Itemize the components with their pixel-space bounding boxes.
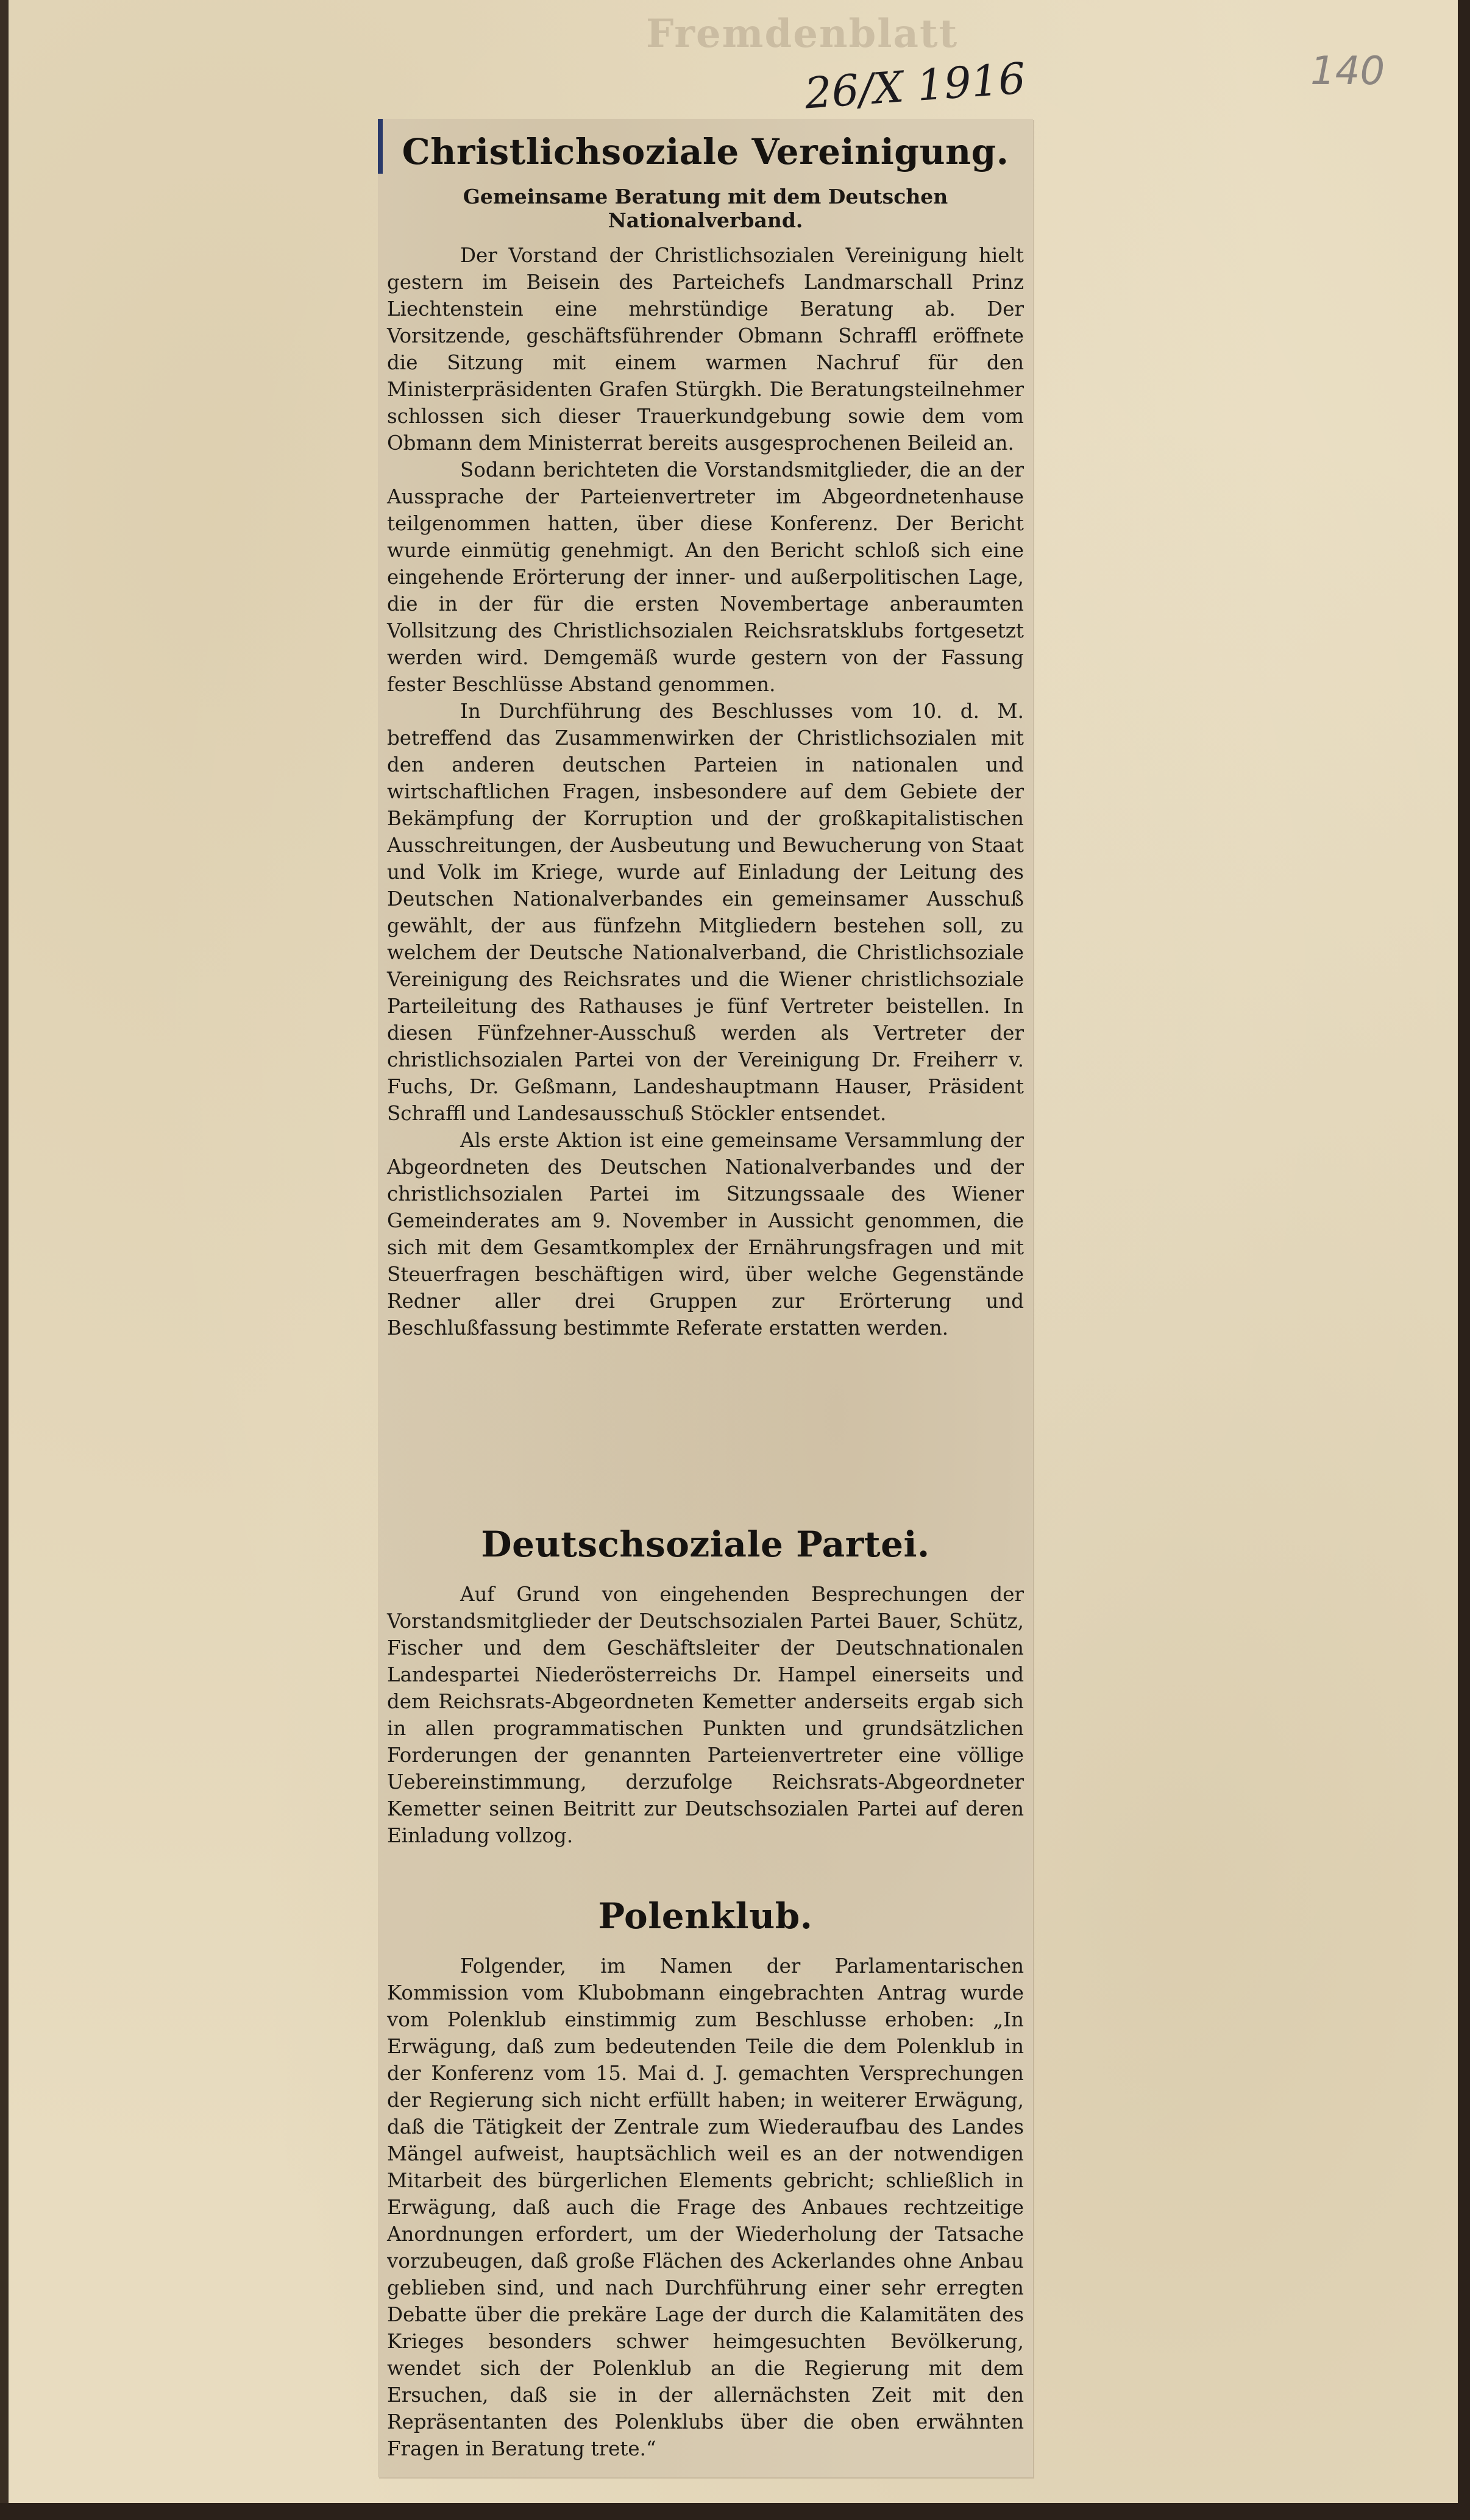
folio-number: 140 — [1310, 49, 1385, 94]
newspaper-clipping — [378, 119, 1033, 2477]
board-left-edge — [0, 0, 9, 2520]
article-paragraph: Auf Grund von eingehenden Besprechungen der Vorstandsmitglieder der Deutschsozialen Partei Bauer, Schütz, Fischer und dem Geschäftsleiter der Deutschnationalen Landespartei Niederösterreichs Dr. Hampel einerseits und dem Reichsrats-Abgeordneten Kemetter anderseits ergab sich in allen programmatischen Punkten und grundsätzlichen Forderungen der genannten Parteienvertreter eine völlige Uebereinstimmung, derzufolge Reichsrats-Abgeordneter Kemetter seinen Beitritt zur Deutschsozialen Partei auf deren Einladung vollzog. — [387, 1583, 1024, 1847]
article-heading: Polenklub. — [598, 1895, 813, 1937]
article-paragraph: Als erste Aktion ist eine gemeinsame Versammlung der Abgeordneten des Deutschen Nationalverbandes und der christlichsozialen Partei im Sitzungssaale des Wiener Gemeinderates am 9. November in Aussicht genommen, die sich mit dem Gesamtkomplex der Ernährungsfragen und mit Steuerfragen beschäftigen wird, über welche Gegenstände Redner aller drei Gruppen zur Erörterung und Beschlußfassung bestimmte Referate erstatten werden. — [387, 1129, 1024, 1340]
board-bottom-edge — [0, 2503, 1470, 2520]
clipping-margin-mark — [378, 119, 383, 174]
handwritten-date: 26/X 1916 — [803, 53, 1028, 119]
article-paragraph: Der Vorstand der Christlichsozialen Vereinigung hielt gestern im Beisein des Parteichefs Landmarschall Prinz Liechtenstein eine mehrstündige Beratung ab. Der Vorsitzende, geschäftsführender Obmann Schraffl eröffnete die Sitzung mit einem warmen Nachruf für den Ministerpräsidenten Grafen Stürgkh. Die Beratungsteilnehmer schlossen sich dieser Trauerkundgebung sowie dem vom Obmann dem Ministerrat bereits ausgesprochenen Beileid an. — [387, 244, 1024, 455]
article-polenklub — [387, 1895, 1024, 2462]
article-heading: Christlichsoziale Vereinigung. — [402, 131, 1009, 172]
article-christlichsoziale — [387, 131, 1024, 1341]
article-paragraph: Folgender, im Namen der Parlamentarischen Kommission vom Klubobmann eingebrachten Antrag wurde vom Polenklub einstimmig zum Beschlusse erhoben: „In Erwägung, daß zum bedeutenden Teile die dem Polenklub in der Konferenz vom 15. Mai d. J. gemachten Versprechungen der Regierung sich nicht erfüllt haben; in weiterer Erwägung, daß die Tätigkeit der Zentrale zum Wiederaufbau des Landes Mängel aufweist, hauptsächlich weil es an der notwendigen Mitarbeit des bürgerlichen Elements gebricht; schließlich in Erwägung, daß auch die Frage des Anbaues rechtzeitige Anordnungen erfordert, um der Wiederholung der Tatsache vorzubeugen, daß große Flächen des Ackerlandes ohne Anbau geblieben sind, und nach Durchführung einer sehr erregten Debatte über die prekäre Lage der durch die Kalamitäten des Krieges besonders schwer heimgesuchten Bevölkerung, wendet sich der Polenklub an die Regierung mit dem Ersuchen, daß sie in der allernächsten Zeit mit den Repräsentanten des Polenklubs über die oben erwähnten Fragen in Beratung trete.“ — [387, 1954, 1024, 2460]
source-stamp: Fremdenblatt — [646, 11, 959, 57]
article-paragraph: In Durchführung des Beschlusses vom 10. d. M. betreffend das Zusammenwirken der Christlichsozialen mit den anderen deutschen Parteien in nationalen und wirtschaftlichen Fragen, insbesondere auf dem Gebiete der Bekämpfung der Korruption und der großkapitalistischen Ausschreitungen, der Ausbeutung und Bewucherung von Staat und Volk im Kriege, wurde auf Einladung der Leitung des Deutschen Nationalverbandes ein gemeinsamer Ausschuß gewählt, der aus fünfzehn Mitgliedern bestehen soll, zu welchem der Deutsche Nationalverband, die Christlichsoziale Vereinigung des Reichsrates und die Wiener christlichsoziale Parteileitung des Rathauses je fünf Vertreter beistellen. In diesen Fünfzehner-Ausschuß werden als Vertreter der christlichsozialen Partei von der Vereinigung Dr. Freiherr v. Fuchs, Dr. Geßmann, Landeshauptmann Hauser, Präsident Schraffl und Landesausschuß Stöckler entsendet. — [387, 700, 1024, 1125]
article-heading: Deutschsoziale Partei. — [481, 1524, 930, 1565]
board-right-edge — [1458, 0, 1470, 2520]
article-paragraph: Sodann berichteten die Vorstandsmitglieder, die an der Aussprache der Parteienvertreter im Abgeordnetenhause teilgenommen hatten, über diese Konferenz. Der Bericht wurde einmütig genehmigt. An den Bericht schloß sich eine eingehende Erörterung der inner- und außerpolitischen Lage, die in der für die ersten Novembertage anberaumten Vollsitzung des Christlichsozialen Reichsratsklubs fortgesetzt werden wird. Demgemäß wurde gestern von der Fassung fester Beschlüsse Abstand genommen. — [387, 458, 1024, 696]
article-deutschsoziale — [387, 1524, 1024, 1849]
article-subheading: Gemeinsame Beratung mit dem Deutschen Nationalverband. — [463, 185, 948, 232]
